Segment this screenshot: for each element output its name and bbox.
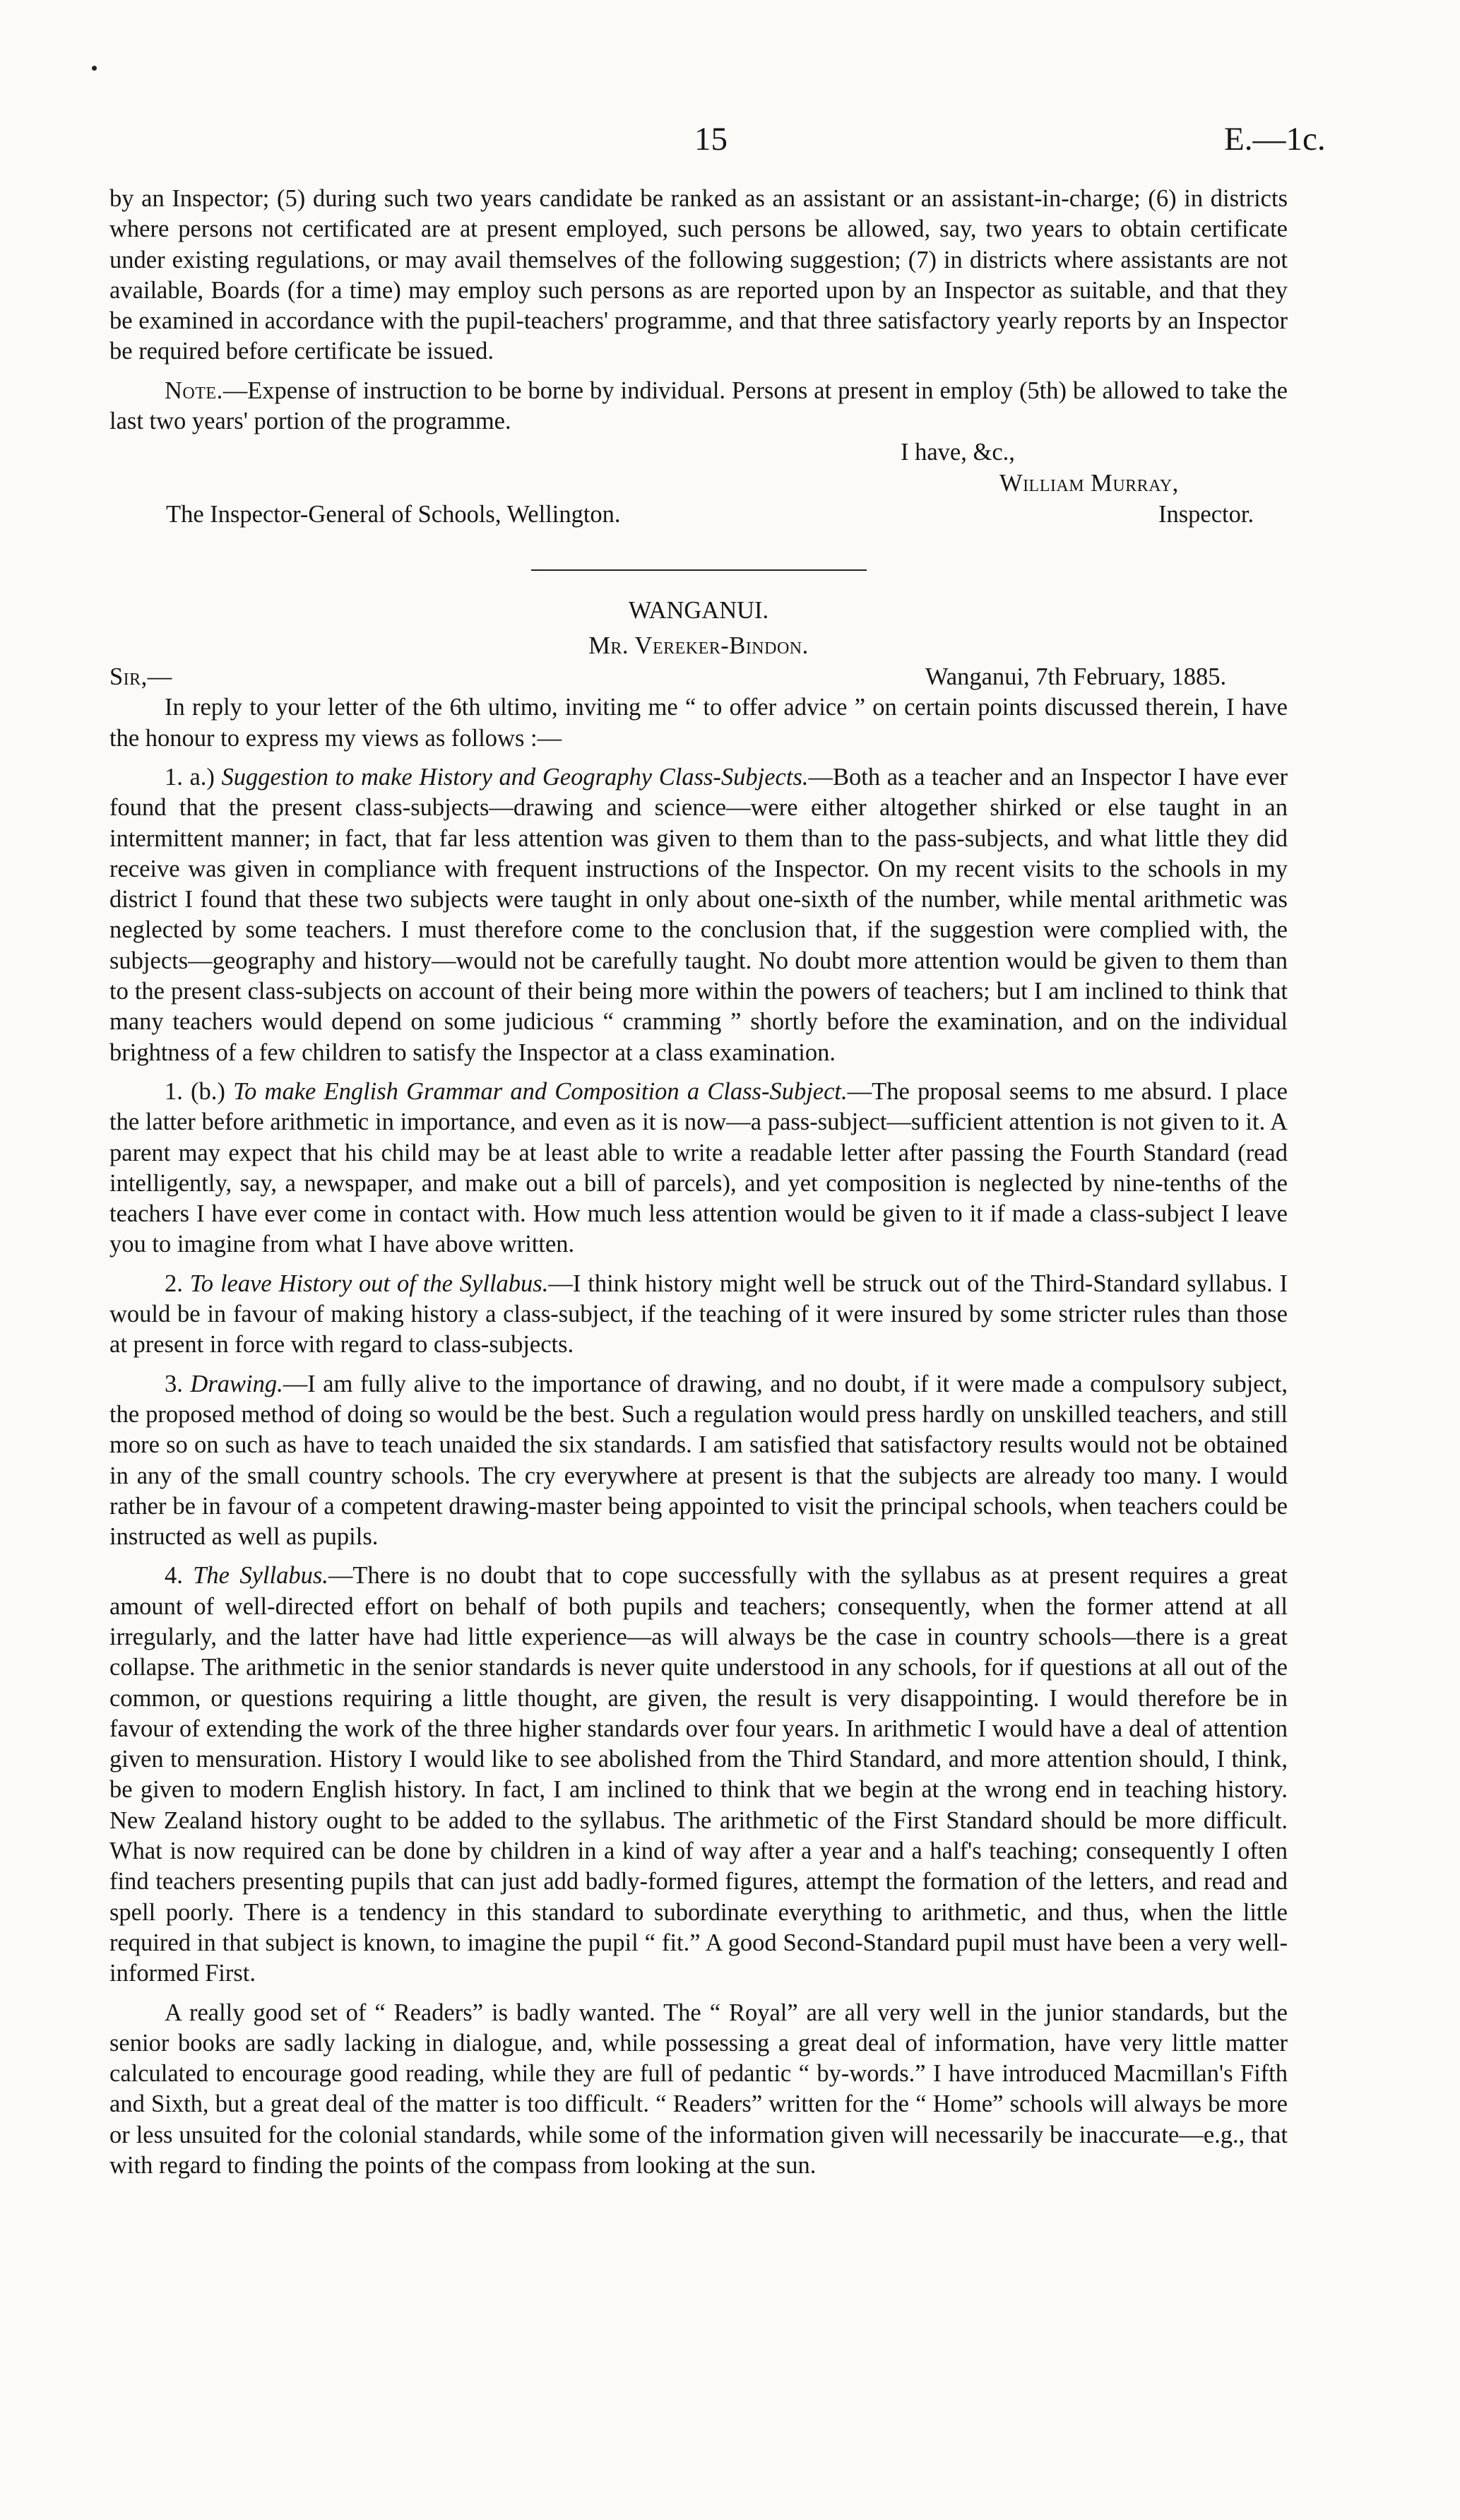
paragraph-text: —The proposal seems to me absurd. I place the latter before arithmetic in importance, and even as it is now—a pass-subject—sufficient attention is not given to it. A parent may expect that his child may be at least able to write a readable letter after passing the Fourth Standard (read intelligently, say, a newspaper, and make out a bill of parcels), and yet composition is neglected by nine-tenths of the teachers I have ever come in contact with. How much less attention would be given to it if made a class-subject I leave you to imagine from what I have above written. <box>109 1077 1288 1258</box>
body-paragraph <box>109 762 1288 1068</box>
paragraph-number: 3. <box>165 1370 191 1397</box>
paragraph-text: —There is no doubt that to cope successfully with the syllabus as at present requires a great amount of well-directed effort on behalf of both pupils and teachers; consequently, when the former attend at all irregularly, and the latter have had little experience—as will always be the case in country schools—there is a great collapse. The arithmetic in the senior standards is never quite understood in any schools, for if questions at all out of the common, or questions requiring a little thought, are given, the result is very disappointing. I would therefore be in favour of extending the work of the three higher standards over four years. In arithmetic I would have a deal of attention given to mensuration. History I would like to see abolished from the Third Standard, and more attention should, I think, be given to modern English history. In fact, I am inclined to think that we begin at the wrong end in teaching history. New Zealand history ought to be added to the syllabus. The arithmetic of the First Standard should be more difficult. What is now required can be done by children in a kind of way after a year and a half's teaching; consequently I often find teachers presenting pupils that can just add badly-formed figures, attempt the formation of the letters, and read and spell poorly. There is a tendency in this standard to subordinate everything to arithmetic, and thus, when the little required in that subject is known, to imagine the pupil “ fit.” A good Second-Standard pupil must have been a very well-informed First. <box>109 1562 1288 1987</box>
section-divider <box>531 569 867 571</box>
paragraph-text: —I think history might well be struck out of the Third-Standard syllabus. I would be in favour of making history a class-subject, if the teaching of it were insured by some stricter rules than those at present in force with regard to class-subjects. <box>109 1270 1288 1359</box>
ink-speck <box>92 66 97 71</box>
paragraph-text: A really good set of “ Readers” is badly wanted. The “ Royal” are all very well in the junior standards, but the senior books are sadly lacking in dialogue, and, while possessing a great deal of information, have very little matter calculated to encourage good reading, while they are full of pedantic “ by-words.” I have introduced Macmillan's Fifth and Sixth, but a great deal of the matter is too difficult. “ Readers” written for the “ Home” schools will always be more or less unsuited for the colonial standards, while some of the information given will necessarily be inaccurate—e.g., that with regard to finding the points of the compass from looking at the sun. <box>109 1999 1288 2179</box>
dateline: Wanganui, 7th February, 1885. <box>925 663 1227 691</box>
paragraph-heading: To leave History out of the Syllabus. <box>189 1270 549 1297</box>
signatory-title: Inspector. <box>1158 501 1254 528</box>
intro-paragraph: by an Inspector; (5) during such two years candidate be ranked as an assistant or an assistant-in-charge; (6) in districts where persons not certificated are at present employed, such persons be allowed, say, two years to obtain certificate under existing regulations, or may avail themselves of the following suggestion; (7) in districts where assistants are not available, Boards (for a time) may employ such persons as are reported upon by an Inspector as suitable, and that they be examined in accordance with the pupil-teachers' programme, and that three satisfactory yearly reports by an Inspector be required before certificate be issued. <box>109 185 1288 365</box>
note-text: —Expense of instruction to be borne by individual. Persons at present in employ (5th) be allowed to take the last two years' portion of the programme. <box>109 377 1288 435</box>
paragraph-text: —I am fully alive to the importance of drawing, and no doubt, if it were made a compulsory subject, the proposed method of doing so would be the best. Such a regulation would press hardly on unskilled teachers, and still more so on such as have to teach unaided the six standards. I am satisfied that satisfactory results would not be obtained in any of the small country schools. The cry everywhere at present is that the subjects are already too many. I would rather be in favour of a competent drawing-master being appointed to visit the principal schools, when teachers could be instructed as well as pupils. <box>109 1370 1288 1551</box>
note-label: Note. <box>165 377 223 404</box>
greeting-row <box>109 661 1288 692</box>
paragraph-text: In reply to your letter of the 6th ultimo, inviting me “ to offer advice ” on certain points discussed therein, I have the honour to express my views as follows :— <box>109 694 1288 752</box>
paragraph-heading: The Syllabus. <box>193 1562 328 1590</box>
note-paragraph <box>109 376 1288 437</box>
letter-body <box>109 692 1288 2181</box>
page-content <box>109 184 1288 2181</box>
body-paragraph <box>109 1998 1288 2182</box>
closing-salutation-row <box>109 437 1288 468</box>
closing-salutation: I have, &c., <box>901 439 1015 466</box>
paragraph-heading: Suggestion to make History and Geography Class-Subjects. <box>221 763 809 791</box>
paragraph-number: 1. (b.) <box>165 1077 234 1105</box>
paragraph-number: 1. a.) <box>165 763 222 791</box>
paragraph-number: 2. <box>165 1270 190 1297</box>
body-paragraph <box>109 1561 1288 1989</box>
body-paragraph <box>109 1077 1288 1260</box>
greeting: Sir,— <box>109 663 172 691</box>
paragraph-text: —Both as a teacher and an Inspector I have ever found that the present class-subjects—drawing and science—were either altogether shirked or else taught in an intermittent manner; in fact, that far less attention was given to them than to the pass-subjects, and what little they did receive was given in compliance with frequent instructions of the Inspector. On my recent visits to the schools in my district I found that these two subjects were taught in only about one-sixth of the number, while mental arithmetic was neglected by some teachers. I must therefore come to the conclusion that, if the suggestion were complied with, the subjects—geography and history—would not be carefully taught. No doubt more attention would be given to them than to the present class-subjects on account of their being more within the powers of teachers; but I am inclined to think that many teachers would depend on some judicious “ cramming ” shortly before the examination, and on the individual brightness of a few children to satisfy the Inspector at a class examination. <box>109 763 1288 1066</box>
paragraph-number: 4. <box>165 1562 194 1590</box>
page-number: 15 <box>694 121 728 158</box>
document-reference: E.—1c. <box>1224 121 1326 158</box>
paragraph-heading: Drawing. <box>190 1370 283 1397</box>
signatory-row <box>109 468 1288 499</box>
addressee: The Inspector-General of Schools, Wellington. <box>166 501 621 528</box>
district-heading: WANGANUI. <box>628 597 769 625</box>
body-paragraph <box>109 692 1288 754</box>
addressee-row <box>109 499 1288 530</box>
paragraph-heading: To make English Grammar and Composition a Class-Subject. <box>233 1077 848 1105</box>
signatory-name: William Murray, <box>999 470 1179 497</box>
body-paragraph <box>109 1269 1288 1361</box>
author-heading: Mr. Vereker-Bindon. <box>588 632 809 660</box>
body-paragraph <box>109 1369 1288 1553</box>
